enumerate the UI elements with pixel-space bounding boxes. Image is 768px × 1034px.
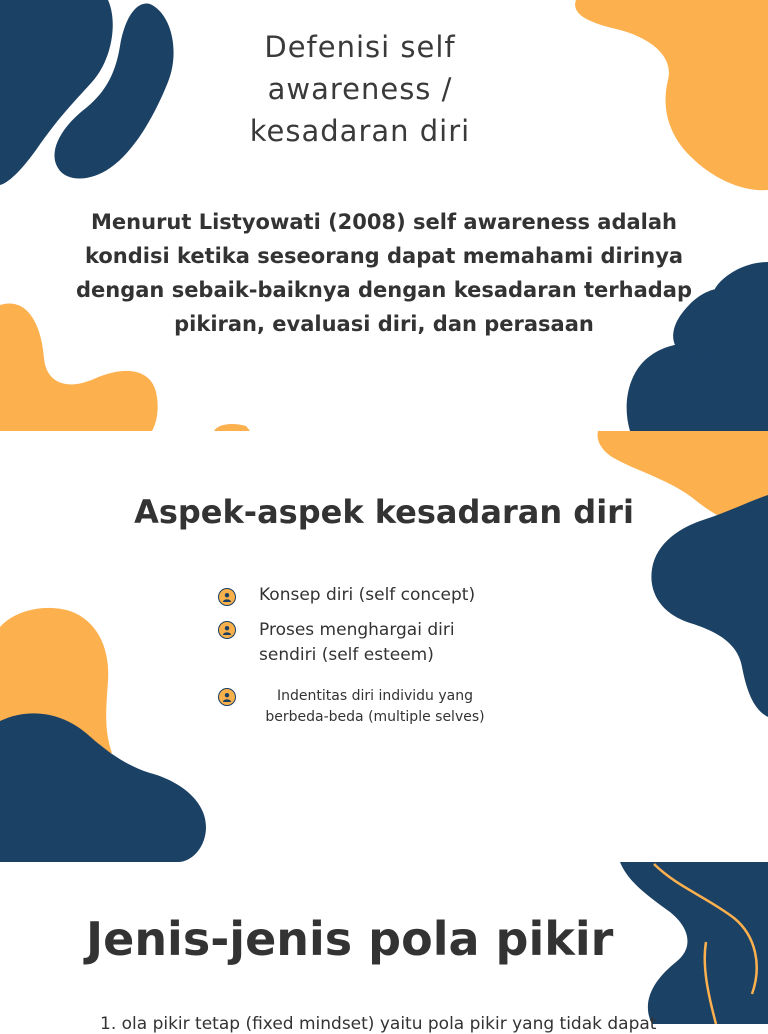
slide-definition <box>0 0 768 431</box>
aspect-item-line: Proses menghargai diri <box>259 620 455 640</box>
slide1-title-line: kesadaran diri <box>249 114 471 148</box>
slide1-body-line: kondisi ketika seseorang dapat memahami dirinya <box>84 244 684 268</box>
orange-blob-top-right <box>575 0 768 190</box>
slide1-title-line: Defenisi self <box>264 30 456 64</box>
slide1-body-line: Menurut Listyowati (2008) self awareness adalah <box>91 210 677 234</box>
mindset-list-item-cutoff: 1. ola pikir tetap (fixed mindset) yaitu pola pikir yang tidak dapat <box>100 1014 657 1034</box>
aspect-item-line: Indentitas diri individu yang <box>277 688 473 704</box>
aspect-item-line: Konsep diri (self concept) <box>259 585 476 605</box>
aspect-item-line: berbeda-beda (multiple selves) <box>265 709 485 725</box>
slide1-body-line: dengan sebaik-baiknya dengan kesadaran terhadap <box>76 278 692 302</box>
aspect-item-line: sendiri (self esteem) <box>259 645 434 665</box>
slide1-definition-text <box>50 205 718 341</box>
slide1-title <box>200 26 520 152</box>
slide1-body-line: pikiran, evaluasi diri, dan perasaan <box>174 312 594 336</box>
navy-blob-right <box>620 862 768 1024</box>
slide1-title-line: awareness / <box>267 72 453 106</box>
orange-blob-bottom-small <box>214 424 250 431</box>
slide3-title: Jenis-jenis pola pikir <box>86 912 614 966</box>
slide2-title: Aspek-aspek kesadaran diri <box>134 493 634 531</box>
